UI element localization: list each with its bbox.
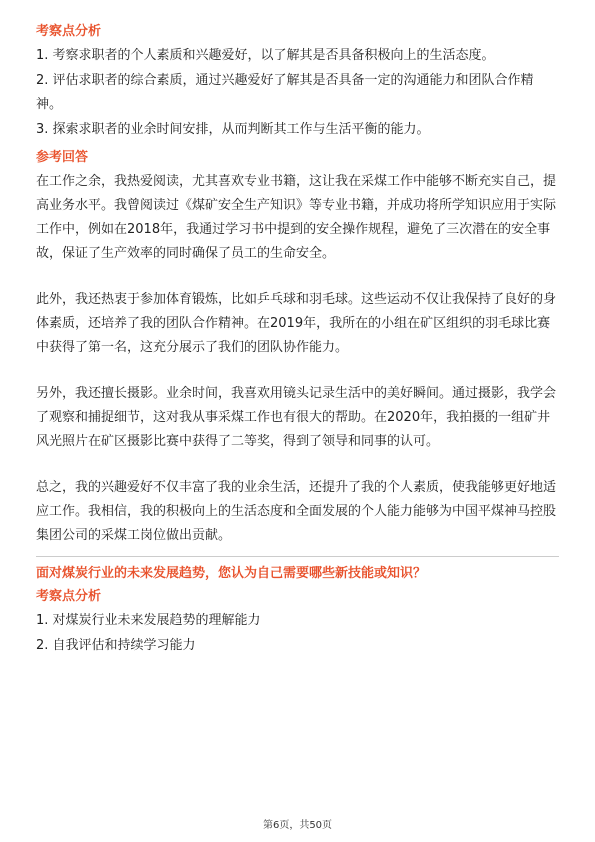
analysis-heading: 考察点分析 (36, 24, 102, 39)
question2-analysis-item-1: 1. 对煤炭行业未来发展趋势的理解能力 (36, 613, 261, 628)
question-title: 面对煤炭行业的未来发展趋势，您认为自己需要哪些新技能或知识？ (36, 566, 427, 581)
document-page (36, 22, 559, 659)
answer-paragraph-1: 在工作之余，我热爱阅读，尤其喜欢专业书籍，这让我在采煤工作中能够不断充实自己，提高业务水平。我曾阅读过《煤矿安全生产知识》等专业书籍，并成功将所学知识应用于实际工作中，例如在2018年，我通过学习书中提到的安全操作规程，避免了三次潜在的安全事故，保证了生产效率的同时确保了员工的生命安全。 (36, 174, 557, 261)
analysis-item-3: 3. 探索求职者的业余时间安排，从而判断其工作与生活平衡的能力。 (36, 122, 430, 137)
answer-paragraph-3: 另外，我还擅长摄影。业余时间，我喜欢用镜头记录生活中的美好瞬间。通过摄影，我学会了观察和捕捉细节，这对我从事采煤工作也有很大的帮助。在2020年，我拍摄的一组矿井风光照片在矿区摄影比赛中获得了二等奖，得到了领导和同事的认可。 (36, 386, 557, 449)
analysis-item-1: 1. 考察求职者的个人素质和兴趣爱好，以了解其是否具备积极向上的生活态度。 (36, 48, 495, 63)
answer-paragraph-4: 总之，我的兴趣爱好不仅丰富了我的业余生活，还提升了我的个人素质，使我能够更好地适应工作。我相信，我的积极向上的生活态度和全面发展的个人能力能够为中国平煤神马控股集团公司的采煤工岗位做出贡献。 (36, 480, 557, 543)
answer-paragraph-2: 此外，我还热衷于参加体育锻炼，比如乒乓球和羽毛球。这些运动不仅让我保持了良好的身体素质，还培养了我的团队合作精神。在2019年，我所在的小组在矿区组织的羽毛球比赛中获得了第一名，这充分展示了我们的团队协作能力。 (36, 292, 557, 355)
question2-analysis-heading: 考察点分析 (36, 589, 102, 604)
page-number: 第6页，共50页 (262, 820, 333, 831)
analysis-item-2: 2. 评估求职者的综合素质，通过兴趣爱好了解其是否具备一定的沟通能力和团队合作精神。 (36, 73, 534, 112)
answer-heading: 参考回答 (36, 150, 89, 165)
question2-analysis-item-2: 2. 自我评估和持续学习能力 (36, 638, 196, 653)
section-divider (36, 556, 559, 557)
